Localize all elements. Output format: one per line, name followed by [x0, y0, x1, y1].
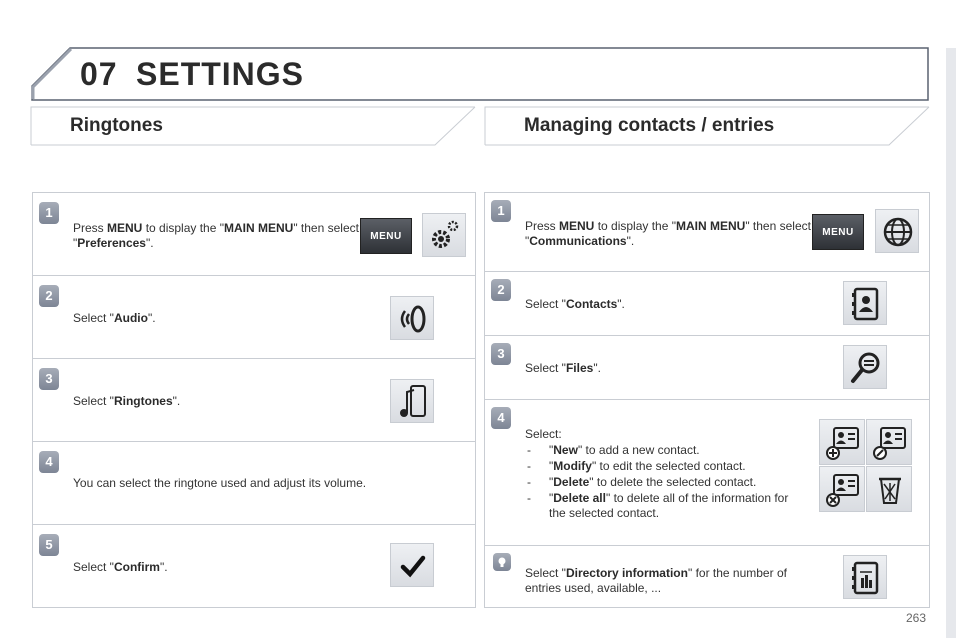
step-number-badge: 1 — [39, 202, 59, 224]
step-instruction — [525, 427, 805, 521]
contacts-book-icon — [843, 281, 887, 325]
list-item: - "New" to add a new contact. — [525, 443, 805, 458]
chapter-header — [30, 46, 930, 102]
section-header-contacts — [484, 106, 930, 146]
contact-actions-list — [525, 443, 805, 521]
menu-button: MENU — [360, 218, 412, 254]
ringtone-icon — [390, 379, 434, 423]
delete-contact-icon — [819, 466, 865, 512]
section-title: Managing contacts / entries — [524, 115, 775, 136]
step-instruction: Press MENU to display the "MAIN MENU" then select "Communications". — [525, 219, 811, 248]
step-number-badge: 5 — [39, 534, 59, 556]
chapter-title: SETTINGS — [136, 56, 305, 92]
step-instruction: Select "Contacts". — [525, 297, 625, 311]
step-intro: Select: — [525, 427, 562, 441]
section-header-ringtones — [30, 106, 476, 146]
new-contact-icon — [819, 419, 865, 465]
confirm-check-icon — [390, 543, 434, 587]
chapter-number: 07 — [80, 56, 118, 92]
step-number-badge: 3 — [491, 343, 511, 365]
files-search-icon — [843, 345, 887, 389]
step-number-badge: 4 — [491, 407, 511, 429]
ringtones-steps-panel — [32, 192, 476, 608]
step-2 — [33, 275, 475, 358]
step-instruction: You can select the ringtone used and adjust its volume. — [73, 476, 367, 490]
list-item: - "Delete" to delete the selected contact. — [525, 475, 805, 490]
step-5 — [33, 524, 475, 609]
page-number: 263 — [906, 611, 927, 625]
step-number-badge: 1 — [491, 200, 511, 222]
list-item: - "Modify" to edit the selected contact. — [525, 459, 805, 474]
step-3 — [33, 358, 475, 441]
step-4 — [485, 399, 929, 545]
step-instruction: Select "Directory information" for the number of entries used, available, ... — [525, 566, 787, 595]
tip-lightbulb-icon — [493, 553, 511, 571]
step-number-badge: 4 — [39, 451, 59, 473]
list-item: - "Delete all" to delete all of the information for the selected contact. — [525, 491, 805, 521]
contacts-steps-panel — [484, 192, 930, 608]
modify-contact-icon — [866, 419, 912, 465]
step-1 — [485, 193, 929, 271]
step-number-badge: 2 — [491, 279, 511, 301]
step-1 — [33, 193, 475, 275]
step-instruction: Press MENU to display the "MAIN MENU" then select "Preferences". — [73, 221, 359, 250]
step-2 — [485, 271, 929, 335]
delete-all-icon — [866, 466, 912, 512]
section-title: Ringtones — [70, 115, 163, 136]
audio-icon — [390, 296, 434, 340]
step-number-badge: 3 — [39, 368, 59, 390]
step-3 — [485, 335, 929, 399]
page-edge-rule — [946, 48, 956, 638]
tip-step — [485, 545, 929, 609]
step-instruction: Select "Audio". — [73, 311, 156, 325]
step-instruction: Select "Files". — [525, 361, 601, 375]
step-instruction: Select "Confirm". — [73, 560, 168, 574]
preferences-gear-icon — [422, 213, 466, 257]
menu-button: MENU — [812, 214, 864, 250]
directory-info-icon — [843, 555, 887, 599]
communications-globe-icon — [875, 209, 919, 253]
step-4 — [33, 441, 475, 524]
step-instruction: Select "Ringtones". — [73, 394, 181, 408]
step-number-badge: 2 — [39, 285, 59, 307]
